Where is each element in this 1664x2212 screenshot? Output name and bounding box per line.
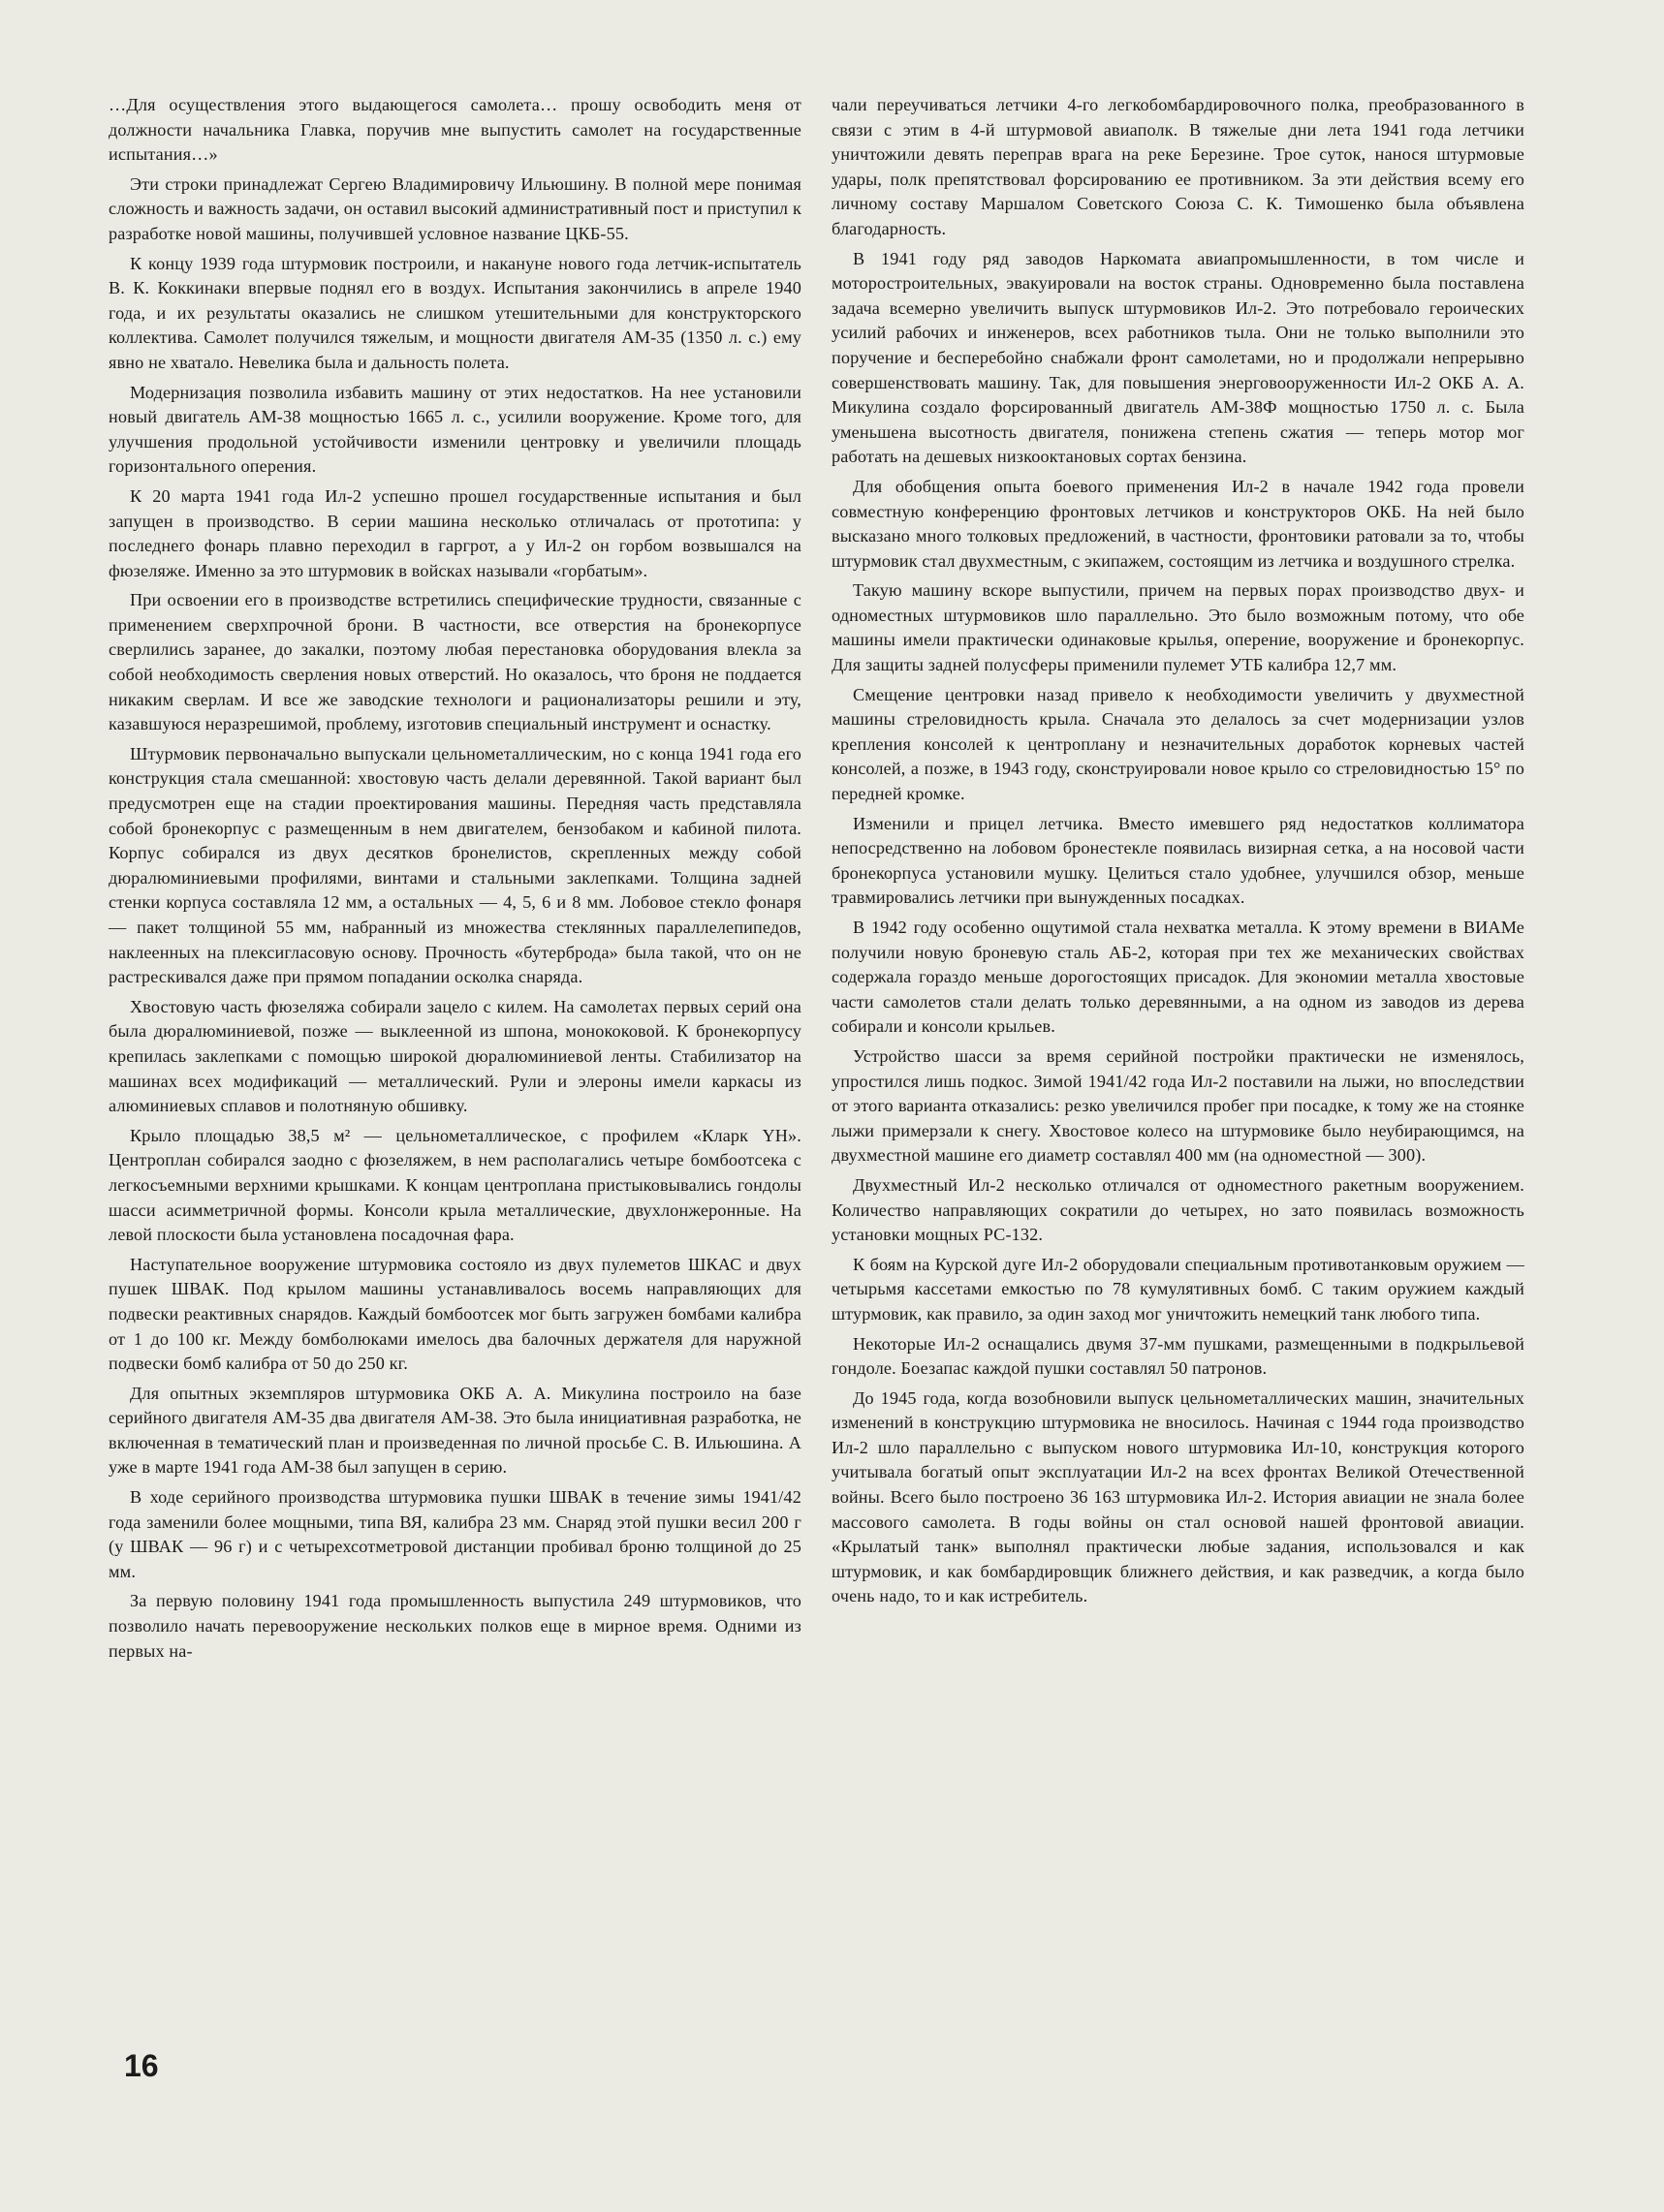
paragraph: Двухместный Ил-2 несколько отличался от одноместного ракетным вооружением. Количество направляющих сократили до четырех, но зато появилась возможность установки мощных РС-132.	[832, 1174, 1524, 1245]
paragraph: До 1945 года, когда возобновили выпуск цельнометаллических машин, значительных изменений в конструкцию штурмовика не вносилось. Начиная с 1944 года производство Ил-2 шло параллельно с выпуском нового штурмовика Ил-10, конструкция которого учитывала богатый опыт эксплуатации Ил-2 на всех фронтах Великой Отечественной войны. Всего было построено 36 163 штурмовика Ил-2. История авиации не знала более массового самолета. В годы войны он стал основой нашей фронтовой авиации. «Крылатый танк» выполнял практически любые задания, использовался и как штурмовик, и как бомбардировщик ближнего действия, и как разведчик, а когда было очень надо, то и как истребитель.	[832, 1387, 1524, 1606]
left-text-column	[109, 93, 801, 1668]
paragraph: Изменили и прицел летчика. Вместо имевшего ряд недостатков коллиматора непосредственно на лобовом бронестекле появилась визирная сетка, а на носовой части бронекорпуса установили мушку. Целиться стало удобнее, улучшился обзор, меньше травмировались летчики при вынужденных посадках.	[832, 813, 1524, 908]
paragraph: К 20 марта 1941 года Ил-2 успешно прошел государственные испытания и был запущен в производство. В серии машина несколько отличалась от прототипа: у последнего фонарь плавно переходил в гаргрот, а у Ил-2 он горбом возвышался на фюзеляже. Именно за это штурмовик в войсках называли «горбатым».	[109, 485, 801, 580]
paragraph: За первую половину 1941 года промышленность выпустила 249 штурмовиков, что позволило начать перевооружение нескольких полков еще в мирное время. Одними из первых на-	[109, 1591, 801, 1661]
paragraph: В ходе серийного производства штурмовика пушки ШВАК в течение зимы 1941/42 года заменили более мощными, типа ВЯ, калибра 23 мм. Снаряд этой пушки весил 200 г (у ШВАК — 96 г) и с четырехсотметровой дистанции пробивал броню толщиной до 25 мм.	[109, 1487, 801, 1581]
paragraph: Модернизация позволила избавить машину от этих недостатков. На нее установили новый двигатель АМ-38 мощностью 1665 л. с., усилили вооружение. Кроме того, для улучшения продольной устойчивости изменили центровку и увеличили площадь горизонтального оперения.	[109, 382, 801, 477]
paragraph: Эти строки принадлежат Сергею Владимировичу Ильюшину. В полной мере понимая сложность и важность задачи, он оставил высокий административный пост и приступил к разработке новой машины, получившей условное название ЦКБ-55.	[109, 173, 801, 243]
paragraph: Для обобщения опыта боевого применения Ил-2 в начале 1942 года провели совместную конференцию фронтовых летчиков и конструкторов ОКБ. На ней было высказано много толковых предложений, в частности, фронтовики ратовали за то, чтобы штурмовик стал двухместным, с экипажем, состоящим из летчика и воздушного стрелка.	[832, 476, 1524, 571]
paragraph: При освоении его в производстве встретились специфические трудности, связанные с применением сверхпрочной брони. В частности, все отверстия на бронекорпусе сверлились заранее, до закалки, поэтому любая перестановка оборудования влекла за собой необходимость сверления новых отверстий. Но оказалось, что броня не поддается никаким сверлам. И все же заводские технологи и рационализаторы решили и эту, казавшуюся неразрешимой, проблему, изготовив специальный инструмент и оснастку.	[109, 590, 801, 734]
paragraph: В 1942 году особенно ощутимой стала нехватка металла. К этому времени в ВИАМе получили новую броневую сталь АБ-2, которая при тех же механических свойствах содержала гораздо меньше дорогостоящих присадок. Для экономии металла хвостовые части самолетов стали делать только деревянными, а на одном из заводов из дерева собирали и консоли крыльев.	[832, 918, 1524, 1037]
paragraph: К концу 1939 года штурмовик построили, и накануне нового года летчик-испытатель В. К. Коккинаки впервые поднял его в воздух. Испытания закончились в апреле 1940 года, и их результаты оказались не слишком утешительными для конструкторского коллектива. Самолет получился тяжелым, и мощности двигателя АМ-35 (1350 л. с.) ему явно не хватало. Невелика была и дальность полета.	[109, 253, 801, 372]
paragraph: …Для осуществления этого выдающегося самолета… прошу освободить меня от должности начальника Главка, поручив мне выпустить самолет на государственные испытания…»	[109, 95, 801, 165]
paragraph: Хвостовую часть фюзеляжа собирали зацело с килем. На самолетах первых серий она была дюралюминиевой, позже — выклеенной из шпона, монококовой. К бронекорпусу крепилась заклепками с помощью широкой дюралюминиевой ленты. Стабилизатор на машинах всех модификаций — металлический. Рули и элероны имели каркасы из алюминиевых сплавов и полотняную обшивку.	[109, 996, 801, 1116]
right-text-column	[832, 93, 1524, 1614]
paragraph: Устройство шасси за время серийной постройки практически не изменялось, упростился лишь подкос. Зимой 1941/42 года Ил-2 поставили на лыжи, но впоследствии от этого варианта отказались: резко увеличился пробег при посадке, к тому же на стоянке лыжи примерзали к снегу. Хвостовое колесо на штурмовике было неубирающимся, на двухместной машине его диаметр составлял 400 мм (на одноместной — 300).	[832, 1045, 1524, 1166]
paragraph: Крыло площадью 38,5 м² — цельнометаллическое, с профилем «Кларк YH». Центроплан собирался заодно с фюзеляжем, в нем располагались четыре бомбоотсека с легкосъемными верхними крышками. К концам центроплана пристыковывались гондолы шасси асимметричной формы. Консоли крыла металлические, двухлонжеронные. На левой плоскости была установлена посадочная фара.	[109, 1125, 801, 1245]
paragraph: чали переучиваться летчики 4-го легкобомбардировочного полка, преобразованного в связи с этим в 4-й штурмовой авиаполк. В тяжелые дни лета 1941 года летчики уничтожили девять переправ врага на реке Березине. Трое суток, нанося штурмовые удары, полк препятствовал форсированию ее противником. За эти действия всему его личному составу Маршалом Советского Союза С. К. Тимошенко была объявлена благодарность.	[832, 95, 1524, 238]
paragraph: Некоторые Ил-2 оснащались двумя 37-мм пушками, размещенными в подкрыльевой гондоле. Боезапас каждой пушки составлял 50 патронов.	[832, 1333, 1524, 1379]
paragraph: Такую машину вскоре выпустили, причем на первых порах производство двух- и одноместных штурмовиков шло параллельно. Это было возможным потому, что обе машины имели практически одинаковые крылья, оперение, вооружение и бронекорпус. Для защиты задней полусферы применили пулемет УТБ калибра 12,7 мм.	[832, 580, 1524, 675]
paragraph: Наступательное вооружение штурмовика состояло из двух пулеметов ШКАС и двух пушек ШВАК. Под крылом машины устанавливалось восемь направляющих для подвески реактивных снарядов. Каждый бомбоотсек мог быть загружен бомбами калибра от 1 до 100 кг. Между бомболюками имелось два балочных держателя для наружной подвески бомб калибра от 50 до 250 кг.	[109, 1254, 801, 1374]
paragraph: Смещение центровки назад привело к необходимости увеличить у двухместной машины стреловидность крыла. Сначала это делалось за счет модернизации узлов крепления консолей к центроплану и незначительных доработок корневых частей консолей, а позже, в 1943 году, сконструировали новое крыло со стреловидностью 15° по передней кромке.	[832, 684, 1524, 804]
paragraph: Штурмовик первоначально выпускали цельнометаллическим, но с конца 1941 года его конструкция стала смешанной: хвостовую часть делали деревянной. Такой вариант был предусмотрен еще на стадии проектирования машины. Передняя часть представляла собой бронекорпус с размещенным в нем двигателем, бензобаком и кабиной пилота. Корпус собирался из двух десятков бронелистов, скрепленных между собой дюралюминиевыми профилями, винтами и стальными заклепками. Толщина задней стенки корпуса составляла 12 мм, а остальных — 4, 5, 6 и 8 мм. Лобовое стекло фонаря — пакет толщиной 55 мм, набранный из множества стеклянных параллелепипедов, наклеенных на плексигласовую основу. Прочность «бутерброда» была такой, что он не растрескивался даже при прямом попадании осколка снаряда.	[109, 743, 801, 987]
page-number: 16	[124, 2048, 159, 2083]
paragraph: К боям на Курской дуге Ил-2 оборудовали специальным противотанковым оружием — четырьмя кассетами емкостью по 78 кумулятивных бомб. С таким оружием каждый штурмовик, как правило, за один заход мог уничтожить немецкий танк любого типа.	[832, 1254, 1524, 1324]
paragraph: Для опытных экземпляров штурмовика ОКБ А. А. Микулина построило на базе серийного двигателя АМ-35 два двигателя АМ-38. Это была инициативная разработка, не включенная в тематический план и произведенная по личной просьбе С. В. Ильюшина. А уже в марте 1941 года АМ-38 был запущен в серию.	[109, 1383, 801, 1478]
paragraph: В 1941 году ряд заводов Наркомата авиапромышленности, в том числе и моторостроительных, эвакуировали на восток страны. Одновременно была поставлена задача всемерно увеличить выпуск штурмовиков Ил-2. Это потребовало героических усилий рабочих и инженеров, всех работников тыла. Они не только выполнили это поручение и бесперебойно снабжали фронт самолетами, но и продолжали непрерывно совершенствовать машину. Так, для повышения энерговооруженности Ил-2 ОКБ А. А. Микулина создало форсированный двигатель АМ-38Ф мощностью 1750 л. с. Была уменьшена высотность двигателя, понижена степень сжатия — теперь мотор мог работать на дешевых низкооктановых сортах бензина.	[832, 248, 1524, 467]
